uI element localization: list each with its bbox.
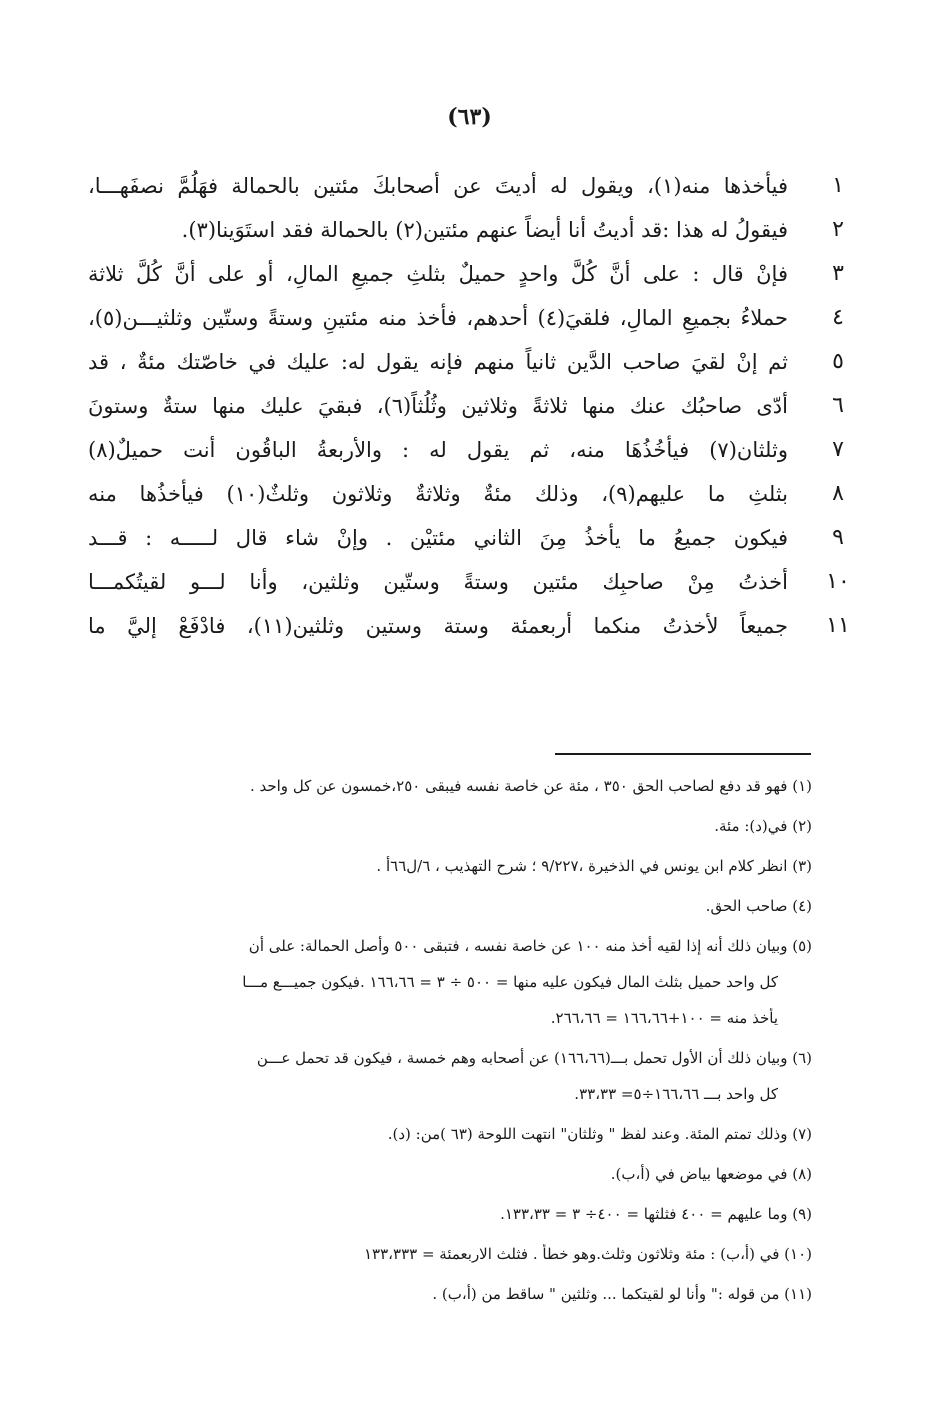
line-text: بثلثِ ما عليهم(٩)، وذلك مئةٌ وثلاثةٌ وثلاثون وثلثٌ(١٠) فيأخذُها منه (88, 482, 788, 506)
footnote-line: (٤) صاحب الحق. (705, 897, 812, 915)
line-text: حملاءُ بجميعِ المالِ، فلقيَ(٤) أحدهم، فأخذ منه مئتينِ وستةً وستّين وثلثيـــن(٥)، (88, 306, 788, 330)
line-number: ٦ (832, 393, 844, 418)
footnote-line: يأخذ منه = ١٠٠+١٦٦،٦٦ = ٢٦٦،٦٦. (550, 1009, 778, 1027)
text-line (88, 210, 858, 254)
text-line (88, 386, 858, 430)
line-number: ٧ (832, 437, 844, 462)
footnote (96, 856, 812, 876)
footnote (96, 896, 812, 916)
footnote (96, 1164, 812, 1184)
text-line (88, 562, 858, 606)
footnote-line: (٢) في(د): مئة. (714, 817, 812, 835)
line-number: ٤ (832, 305, 844, 330)
footnote (96, 1204, 812, 1224)
line-text: جميعاً لأخذتُ منكما أربعمئة وستة وستين وثلثين(١١)، فادْفَعْ إليَّ ما (88, 614, 788, 638)
line-text: فإنْ قال : على أنَّ كُلَّ واحدٍ حميلٌ بثلثِ جميعِ المالِ، أو على أنَّ كُلَّ ثلاثة (88, 262, 788, 286)
footnote-divider (555, 753, 811, 755)
page-number: (٦٣) (447, 104, 492, 130)
footnote-line: كل واحد حميل بثلث المال فيكون عليه منها = ٥٠٠ ÷ ٣ = ١٦٦،٦٦ .فيكون جميـــع مـــا (242, 973, 778, 991)
line-text: فيأخذها منه(١)، ويقول له أديتَ عن أصحابكَ مئتين بالحمالة فهَلُمَّ نصفَهـــا، (88, 174, 788, 198)
line-text: فيكون جميعُ ما يأخذُ مِنَ الثاني مئتيْن . وإنْ شاء قال لـــــه : قـــد (88, 526, 788, 550)
footnote-line: (٦) وبيان ذلك أن الأول تحمل بـــ(١٦٦،٦٦) عن أصحابه وهم خمسة ، فيكون قد تحمل عـــن (256, 1049, 812, 1067)
text-line (88, 518, 858, 562)
footnote (96, 776, 812, 796)
footnote-line: (١) فهو قد دفع لصاحب الحق ٣٥٠ ، مئة عن خاصة نفسه فيبقى ٢٥٠،خمسون عن كل واحد . (249, 777, 812, 795)
line-number: ١٠ (826, 569, 850, 594)
line-number: ٩ (832, 525, 844, 550)
line-number: ٢ (832, 217, 844, 242)
footnote-line: (٥) وبيان ذلك أنه إذا لقيه أخذ منه ١٠٠ عن خاصة نفسه ، فتبقى ٥٠٠ وأصل الحمالة: على أن (248, 937, 812, 955)
line-text: ثم إنْ لقيَ صاحب الدَّين ثانياً منهم فإنه يقول له: عليك في خاصّتك مئةٌ ، قد (88, 350, 788, 374)
footnote (96, 936, 812, 1028)
footnote (96, 1244, 812, 1264)
line-number: ٣ (832, 261, 844, 286)
text-line (88, 474, 858, 518)
text-line (88, 342, 858, 386)
footnote-line: كل واحد بـــ ١٦٦،٦٦÷٥= ٣٣،٣٣. (574, 1085, 778, 1103)
footnote-line: (٨) في موضعها بياض في (أ،ب). (610, 1165, 812, 1183)
footnote (96, 816, 812, 836)
text-line (88, 606, 858, 650)
footnote (96, 1284, 812, 1304)
line-number: ٨ (832, 481, 844, 506)
text-line (88, 430, 858, 474)
main-text (88, 166, 858, 650)
footnote (96, 1048, 812, 1104)
line-number: ٥ (832, 349, 844, 374)
footnote (96, 1124, 812, 1144)
line-number: ١ (832, 173, 844, 198)
line-number: ١١ (826, 613, 850, 638)
footnotes (96, 776, 812, 1324)
text-line (88, 166, 858, 210)
footnote-line: (٩) وما عليهم = ٤٠٠ فثلثها = ٤٠٠÷ ٣ = ١٣٣،٣٣. (500, 1205, 812, 1223)
footnote-line: (٣) انظر كلام ابن يونس في الذخيرة ،٩/٢٢٧ ؛ شرح التهذيب ، ٦/ل٦٦أ . (376, 857, 812, 875)
line-text: أخذتُ مِنْ صاحبِك مئتين وستةً وستّين وثلثين، وأنا لـــو لقيتُكمـــا (88, 570, 788, 594)
text-line (88, 254, 858, 298)
text-line (88, 298, 858, 342)
line-text: أدّى صاحبُك عنك منها ثلاثةً وثلاثين وثُلُثاً(٦)، فبقيَ عليك منها ستةٌ وستونَ (88, 394, 788, 418)
line-text: فيقولُ له هذا :قد أديتُ أنا أيضاً عنهم مئتين(٢) بالحمالة فقد استَوَينا(٣). (181, 218, 788, 242)
footnote-line: (١٠) في (أ،ب) : مئة وثلاثون وثلث.وهو خطأ . فثلث الاربعمئة = ١٣٣،٣٣٣ (364, 1245, 812, 1263)
line-text: وثلثان(٧) فيأخُذُهَا منه، ثم يقول له : والأربعةُ الباقُون أنت حميلٌ(٨) (88, 438, 788, 462)
footnote-line: (١١) من قوله :" وأنا لو لقيتكما ... وثلثين " ساقط من (أ،ب) . (432, 1285, 812, 1303)
footnote-line: (٧) وذلك تمتم المئة. وعند لفظ " وثلثان" انتهت اللوحة (٦٣ )من: (د). (387, 1125, 812, 1143)
